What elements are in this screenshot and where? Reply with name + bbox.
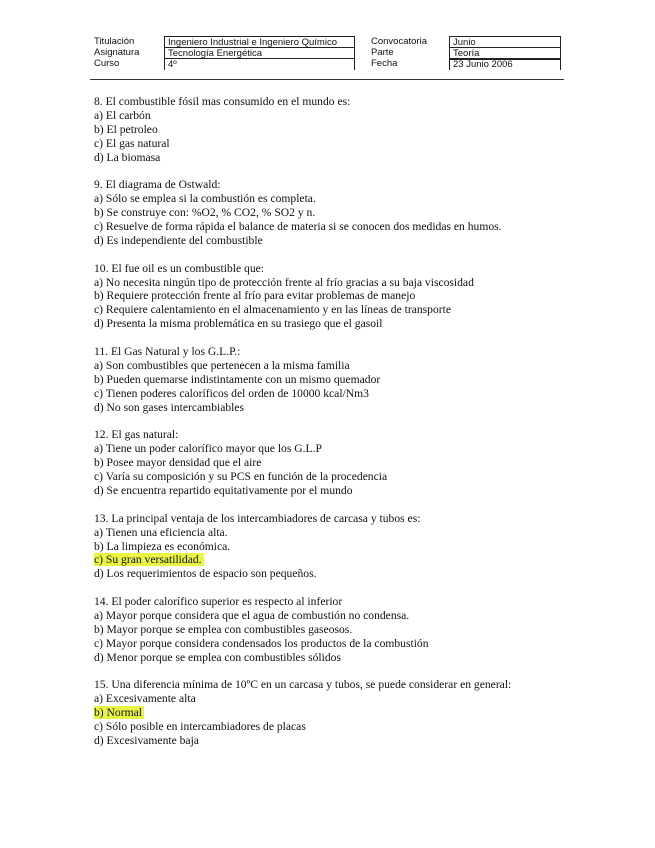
option-b: b) La limpieza es económica. xyxy=(94,539,231,553)
answer-highlight: c) Su gran versatilidad. xyxy=(94,553,202,567)
option-c: c) Varía su composición y su PCS en función de la procedencia xyxy=(94,470,388,484)
question-8 xyxy=(94,95,574,164)
question-title: 8. El combustible fósil mas consumido en el mundo es: xyxy=(94,95,351,108)
option-d: d) La biomasa xyxy=(94,150,161,164)
question-9 xyxy=(94,178,574,247)
option-a: a) Excesivamente alta xyxy=(94,692,196,706)
question-15 xyxy=(94,678,574,747)
question-14 xyxy=(94,595,574,664)
option-c: c) Resuelve de forma rápida el balance de materia si se conocen dos medidas en humos. xyxy=(94,220,502,234)
question-title: 13. La principal ventaja de los intercambiadores de carcasa y tubos es: xyxy=(94,511,421,525)
value-parte: Teoría xyxy=(449,47,561,60)
option-d: d) Excesivamente baja xyxy=(94,733,199,747)
option-d: d) Se encuentra repartido equitativamente por el mundo xyxy=(94,483,353,497)
option-c: c) Tienen poderes caloríficos del orden de 10000 kcal/Nm3 xyxy=(94,386,369,400)
exam-header xyxy=(94,36,564,72)
option-b-highlighted xyxy=(94,706,574,720)
value-fecha: 23 Junio 2006 xyxy=(449,58,561,70)
option-a: a) No necesita ningún tipo de protección frente al frío gracias a su baja viscosidad xyxy=(94,275,474,289)
option-b: b) Requiere protección frente al frío para evitar problemas de manejo xyxy=(94,289,416,303)
option-d: d) Presenta la misma problemática en su trasiego que el gasoil xyxy=(94,317,383,331)
question-title: 12. El gas natural: xyxy=(94,428,179,442)
option-c: c) El gas natural xyxy=(94,136,170,150)
option-a: a) Tienen una eficiencia alta. xyxy=(94,525,228,539)
value-convocatoria: Junio xyxy=(449,36,561,48)
option-a: a) El carbón xyxy=(94,108,151,122)
option-b: b) El petroleo xyxy=(94,122,158,136)
option-c: c) Sólo posible en intercambiadores de placas xyxy=(94,720,306,734)
option-b: b) Posee mayor densidad que el aire xyxy=(94,456,262,470)
question-13 xyxy=(94,512,574,581)
option-c: c) Mayor porque considera condensados los productos de la combustión xyxy=(94,636,429,650)
question-title: 9. El diagrama de Ostwald: xyxy=(94,178,221,192)
label-parte: Parte xyxy=(371,47,394,58)
label-fecha: Fecha xyxy=(371,58,398,69)
question-12 xyxy=(94,428,574,497)
option-b: b) Se construye con: %O2, % CO2, % SO2 y n. xyxy=(94,206,316,220)
question-list xyxy=(94,95,574,762)
question-10 xyxy=(94,262,574,331)
option-c-highlighted xyxy=(94,553,574,567)
question-title: 14. El poder calorífico superior es respecto al inferior xyxy=(94,595,343,609)
label-curso: Curso xyxy=(94,58,120,69)
question-11 xyxy=(94,345,574,414)
option-a: a) Tiene un poder calorífico mayor que los G.L.P xyxy=(94,442,322,456)
value-asignatura: Tecnología Energética xyxy=(164,47,355,59)
value-curso: 4º xyxy=(164,58,355,70)
question-title: 10. El fue oil es un combustible que: xyxy=(94,261,265,275)
option-b: b) Mayor porque se emplea con combustibles gaseosos. xyxy=(94,622,353,636)
header-divider xyxy=(90,79,564,80)
label-convocatoria: Convocatoria xyxy=(371,36,427,47)
option-d: d) Menor porque se emplea con combustibles sólidos xyxy=(94,650,341,664)
option-d: d) No son gases intercambiables xyxy=(94,400,245,414)
value-titulacion: Ingeniero Industrial e Ingeniero Químico xyxy=(164,36,355,48)
option-d: d) Es independiente del combustible xyxy=(94,233,263,247)
option-b: b) Pueden quemarse indistintamente con un mismo quemador xyxy=(94,372,381,386)
option-a: a) Mayor porque considera que el agua de combustión no condensa. xyxy=(94,608,410,622)
option-a: a) Sólo se emplea si la combustión es completa. xyxy=(94,192,316,206)
option-c: c) Requiere calentamiento en el almacenamiento y en las líneas de transporte xyxy=(94,303,451,317)
answer-highlight: b) Normal xyxy=(94,706,142,720)
label-titulacion: Titulación xyxy=(94,36,135,47)
option-a: a) Son combustibles que pertenecen a la misma familia xyxy=(94,358,350,372)
question-title: 15. Una diferencia mínima de 10ºC en un carcasa y tubos, se puede considerar en general: xyxy=(94,678,512,692)
label-asignatura: Asignatura xyxy=(94,47,140,58)
question-title: 11. El Gas Natural y los G.L.P.: xyxy=(94,345,241,359)
option-d: d) Los requerimientos de espacio son pequeños. xyxy=(94,567,317,581)
